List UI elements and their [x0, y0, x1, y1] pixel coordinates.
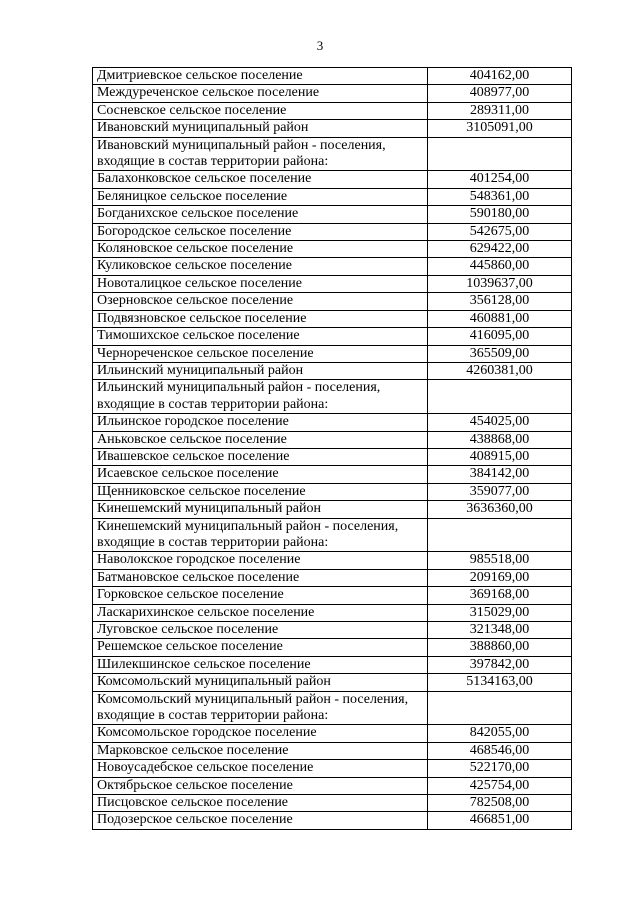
amount-cell: 408977,00 [428, 85, 572, 102]
amount-cell: 388860,00 [428, 639, 572, 656]
table-row [93, 328, 572, 345]
amount-cell: 397842,00 [428, 656, 572, 673]
table-row [93, 760, 572, 777]
table-row [93, 120, 572, 137]
settlement-name-cell: Горковское сельское поселение [93, 587, 428, 604]
settlement-name-cell: Ильинский муниципальный район - поселения, входящие в состав территории района: [93, 380, 428, 414]
amount-cell: 542675,00 [428, 223, 572, 240]
amount-cell: 4260381,00 [428, 362, 572, 379]
amount-cell: 408915,00 [428, 448, 572, 465]
amount-cell: 369168,00 [428, 587, 572, 604]
settlement-name-cell: Дмитриевское сельское поселение [93, 68, 428, 85]
table-row [93, 501, 572, 518]
amount-cell: 842055,00 [428, 725, 572, 742]
amount-cell: 401254,00 [428, 171, 572, 188]
table-row [93, 656, 572, 673]
settlement-name-cell: Богородское сельское поселение [93, 223, 428, 240]
settlement-name-cell: Наволокское городское поселение [93, 552, 428, 569]
table-row [93, 518, 572, 552]
settlement-name-cell: Ильинское городское поселение [93, 414, 428, 431]
table-row [93, 795, 572, 812]
amount-cell: 548361,00 [428, 188, 572, 205]
table-row [93, 188, 572, 205]
settlement-name-cell: Комсомольский муниципальный район - поселения, входящие в состав территории района: [93, 691, 428, 725]
settlement-name-cell: Чернореченское сельское поселение [93, 345, 428, 362]
table-row [93, 587, 572, 604]
amount-cell: 468546,00 [428, 742, 572, 759]
settlement-name-cell: Ивановский муниципальный район - поселения, входящие в состав территории района: [93, 137, 428, 171]
table-row [93, 604, 572, 621]
amount-cell: 416095,00 [428, 328, 572, 345]
table-row [93, 85, 572, 102]
settlement-name-cell: Озерновское сельское поселение [93, 293, 428, 310]
settlement-name-cell: Новоусадебское сельское поселение [93, 760, 428, 777]
settlement-name-cell: Балахонковское сельское поселение [93, 171, 428, 188]
settlement-name-cell: Ивашевское сельское поселение [93, 448, 428, 465]
amount-cell [428, 518, 572, 552]
settlement-name-cell: Сосневское сельское поселение [93, 102, 428, 119]
table-row [93, 691, 572, 725]
amount-cell: 629422,00 [428, 241, 572, 258]
amount-cell: 365509,00 [428, 345, 572, 362]
table-row [93, 293, 572, 310]
amount-cell: 590180,00 [428, 206, 572, 223]
table-row [93, 569, 572, 586]
table-row [93, 448, 572, 465]
table-row [93, 275, 572, 292]
table-row [93, 622, 572, 639]
settlement-name-cell: Октябрьское сельское поселение [93, 777, 428, 794]
amount-cell: 404162,00 [428, 68, 572, 85]
table-row [93, 102, 572, 119]
settlement-name-cell: Марковское сельское поселение [93, 742, 428, 759]
table-row [93, 241, 572, 258]
amount-cell: 359077,00 [428, 483, 572, 500]
settlement-name-cell: Щенниковское сельское поселение [93, 483, 428, 500]
settlement-name-cell: Подвязновское сельское поселение [93, 310, 428, 327]
settlement-name-cell: Богданихское сельское поселение [93, 206, 428, 223]
settlement-name-cell: Ильинский муниципальный район [93, 362, 428, 379]
budget-table [92, 67, 572, 830]
settlement-name-cell: Ивановский муниципальный район [93, 120, 428, 137]
settlement-name-cell: Ласкарихинское сельское поселение [93, 604, 428, 621]
settlement-name-cell: Комсомольское городское поселение [93, 725, 428, 742]
table-row [93, 812, 572, 829]
settlement-name-cell: Кинешемский муниципальный район [93, 501, 428, 518]
settlement-name-cell: Беляницкое сельское поселение [93, 188, 428, 205]
table-row [93, 68, 572, 85]
settlement-name-cell: Куликовское сельское поселение [93, 258, 428, 275]
amount-cell: 209169,00 [428, 569, 572, 586]
settlement-name-cell: Тимошихское сельское поселение [93, 328, 428, 345]
table-row [93, 466, 572, 483]
table-row [93, 223, 572, 240]
table-row [93, 742, 572, 759]
table-row [93, 171, 572, 188]
amount-cell: 321348,00 [428, 622, 572, 639]
table-row [93, 725, 572, 742]
amount-cell: 460881,00 [428, 310, 572, 327]
table-row [93, 431, 572, 448]
settlement-name-cell: Решемское сельское поселение [93, 639, 428, 656]
table-row [93, 552, 572, 569]
table-row [93, 674, 572, 691]
table-row [93, 258, 572, 275]
table-body [93, 68, 572, 830]
page-number: 3 [316, 38, 324, 53]
settlement-name-cell: Междуреченское сельское поселение [93, 85, 428, 102]
amount-cell: 985518,00 [428, 552, 572, 569]
settlement-name-cell: Новоталицкое сельское поселение [93, 275, 428, 292]
settlement-name-cell: Подозерское сельское поселение [93, 812, 428, 829]
amount-cell: 356128,00 [428, 293, 572, 310]
table-row [93, 362, 572, 379]
amount-cell: 3105091,00 [428, 120, 572, 137]
settlement-name-cell: Аньковское сельское поселение [93, 431, 428, 448]
amount-cell: 438868,00 [428, 431, 572, 448]
amount-cell: 782508,00 [428, 795, 572, 812]
amount-cell [428, 380, 572, 414]
settlement-name-cell: Писцовское сельское поселение [93, 795, 428, 812]
table-row [93, 345, 572, 362]
amount-cell: 522170,00 [428, 760, 572, 777]
table-row [93, 310, 572, 327]
amount-cell: 289311,00 [428, 102, 572, 119]
amount-cell: 1039637,00 [428, 275, 572, 292]
amount-cell: 3636360,00 [428, 501, 572, 518]
settlement-name-cell: Шилекшинское сельское поселение [93, 656, 428, 673]
table-row [93, 206, 572, 223]
amount-cell: 454025,00 [428, 414, 572, 431]
settlement-name-cell: Батмановское сельское поселение [93, 569, 428, 586]
settlement-name-cell: Исаевское сельское поселение [93, 466, 428, 483]
table-row [93, 483, 572, 500]
amount-cell: 445860,00 [428, 258, 572, 275]
settlement-name-cell: Луговское сельское поселение [93, 622, 428, 639]
amount-cell [428, 691, 572, 725]
settlement-name-cell: Коляновское сельское поселение [93, 241, 428, 258]
amount-cell: 384142,00 [428, 466, 572, 483]
amount-cell: 466851,00 [428, 812, 572, 829]
table-row [93, 639, 572, 656]
amount-cell [428, 137, 572, 171]
amount-cell: 425754,00 [428, 777, 572, 794]
settlement-name-cell: Комсомольский муниципальный район [93, 674, 428, 691]
table-row [93, 777, 572, 794]
table-row [93, 414, 572, 431]
table-row [93, 380, 572, 414]
amount-cell: 315029,00 [428, 604, 572, 621]
settlement-name-cell: Кинешемский муниципальный район - поселения, входящие в состав территории района: [93, 518, 428, 552]
amount-cell: 5134163,00 [428, 674, 572, 691]
table-row [93, 137, 572, 171]
